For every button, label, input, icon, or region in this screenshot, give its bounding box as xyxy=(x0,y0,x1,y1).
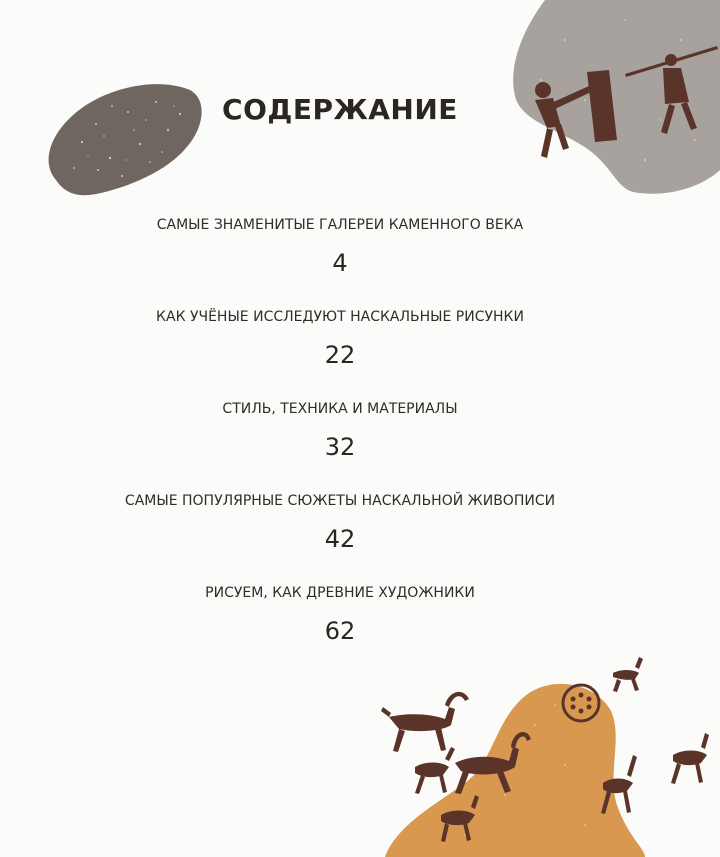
dark-stone-illustration xyxy=(38,72,208,202)
toc-entry[interactable] xyxy=(90,491,590,583)
toc-entry-title: СТИЛЬ, ТЕХНИКА И МАТЕРИАЛЫ xyxy=(222,401,458,417)
toc-entry-title: САМЫЕ ЗНАМЕНИТЫЕ ГАЛЕРЕИ КАМЕННОГО ВЕКА xyxy=(156,217,524,233)
toc-entry[interactable] xyxy=(90,307,590,399)
toc-entry-page-number: 22 xyxy=(324,341,356,369)
toc-entry-title: САМЫЕ ПОПУЛЯРНЫЕ СЮЖЕТЫ НАСКАЛЬНОЙ ЖИВОПИСИ xyxy=(124,493,556,509)
toc-entry-title: РИСУЕМ, КАК ДРЕВНИЕ ХУДОЖНИКИ xyxy=(205,585,475,601)
toc-entry[interactable] xyxy=(90,215,590,307)
ochre-stone-illustration xyxy=(345,655,720,857)
toc-entry-page-number: 42 xyxy=(324,525,356,553)
toc-entry-page-number: 62 xyxy=(324,617,356,645)
table-of-contents xyxy=(90,215,590,675)
toc-entry[interactable] xyxy=(90,399,590,491)
toc-entry-title: КАК УЧЁНЫЕ ИССЛЕДУЮТ НАСКАЛЬНЫЕ РИСУНКИ xyxy=(156,309,524,325)
toc-entry[interactable] xyxy=(90,583,590,675)
rock-art-animals xyxy=(381,657,709,842)
toc-entry-page-number: 4 xyxy=(332,249,348,277)
toc-entry-page-number: 32 xyxy=(324,433,356,461)
page-title: СОДЕРЖАНИЕ xyxy=(222,92,458,126)
